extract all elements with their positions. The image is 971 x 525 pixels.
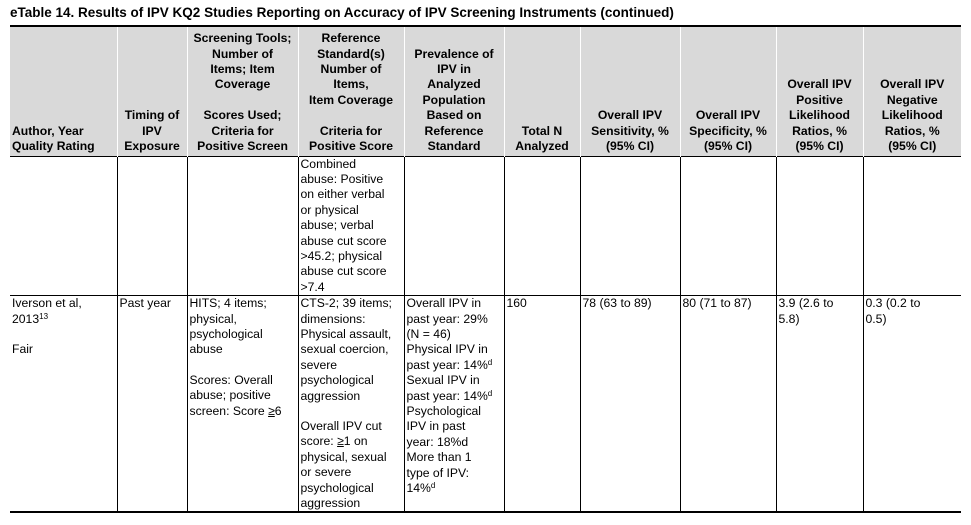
cell-total-n: [504, 156, 580, 296]
header-positive-lr: Overall IPV Positive Likelihood Ratios, % (95% CI): [776, 26, 863, 156]
tools-text: HITS; 4 items; physical, psychological abuse: [189, 296, 267, 357]
header-prevalence: Prevalence of IPV in Analyzed Population Based on Reference Standard: [404, 26, 504, 156]
cell-reference: Combined abuse: Positive on either verbal or physical abuse; verbal abuse cut score >45.2; physical abuse cut score >7.4: [298, 156, 404, 296]
prevalence-physical: Physical IPV in past year: 14%: [406, 342, 488, 372]
cell-positive-lr: [776, 156, 863, 296]
header-negative-lr: Overall IPV Negative Likelihood Ratios, % (95% CI): [863, 26, 961, 156]
header-reference-standard: Reference Standard(s) Number of Items, Item Coverage Criteria for Positive Score: [298, 26, 404, 156]
footnote-mark: d: [487, 388, 493, 398]
cell-sensitivity: 78 (63 to 89): [580, 296, 680, 513]
prevalence-overall: Overall IPV in past year: 29% (N = 46): [406, 296, 488, 341]
header-sensitivity: Overall IPV Sensitivity, % (95% CI): [580, 26, 680, 156]
quality-rating: Fair: [12, 341, 33, 356]
threshold-symbol: ≥: [268, 403, 275, 418]
cut-first-line: Overall IPV cut: [300, 419, 382, 433]
header-screening-tools: Screening Tools; Number of Items; Item Coverage Scores Used; Criteria for Positive Screen: [187, 26, 298, 156]
footnote-mark: d: [430, 481, 436, 491]
author-name: Iverson et al,: [12, 296, 82, 311]
cut-prefix: score:: [300, 434, 338, 449]
prevalence-multiple: More than 1 type of IPV: 14%: [406, 450, 472, 496]
citation-mark: 13: [39, 311, 49, 321]
cell-timing: Past year: [117, 296, 187, 513]
cell-prevalence: [404, 296, 504, 513]
header-author: Author, Year Quality Rating: [10, 26, 117, 156]
cell-tools: [187, 296, 298, 513]
cell-total-n: 160: [504, 296, 580, 513]
reference-text: CTS-2; 39 items; dimensions: Physical assault, sexual coercion, severe psychological aggression: [300, 296, 392, 403]
scores-text: Scores: Overall abuse; positive screen: Score: [189, 372, 273, 418]
header-specificity: Overall IPV Specificity, % (95% CI): [680, 26, 776, 156]
author-year: 2013: [12, 311, 40, 326]
cell-reference: [298, 296, 404, 513]
table-row: [10, 156, 961, 296]
cell-author: [10, 156, 117, 296]
cell-sensitivity: [580, 156, 680, 296]
threshold-value: 6: [274, 403, 282, 418]
cell-tools: [187, 156, 298, 296]
prevalence-sexual: Sexual IPV in past year: 14%: [406, 373, 488, 403]
results-table: [10, 25, 961, 513]
table-caption: eTable 14. Results of IPV KQ2 Studies Reporting on Accuracy of IPV Screening Instruments (continued): [10, 5, 674, 20]
header-total-n: Total N Analyzed: [504, 26, 580, 156]
cell-specificity: [680, 156, 776, 296]
cell-prevalence: [404, 156, 504, 296]
prevalence-psychological: Psychological IPV in past year: 18%d: [406, 404, 482, 449]
cut-rest: 1 on: [343, 434, 368, 449]
footnote-mark: d: [487, 357, 493, 367]
cell-specificity: 80 (71 to 87): [680, 296, 776, 513]
cell-negative-lr: [863, 156, 961, 296]
cell-author: [10, 296, 117, 513]
cell-negative-lr: 0.3 (0.2 to 0.5): [863, 296, 961, 513]
cut-lines: physical, sexual or severe psychological aggression: [300, 449, 387, 511]
header-timing: Timing of IPV Exposure: [117, 26, 187, 156]
cell-timing: [117, 156, 187, 296]
header-row: [10, 26, 961, 156]
table-row: [10, 296, 961, 513]
cut-symbol: ≥: [337, 434, 344, 449]
cell-positive-lr: 3.9 (2.6 to 5.8): [776, 296, 863, 513]
